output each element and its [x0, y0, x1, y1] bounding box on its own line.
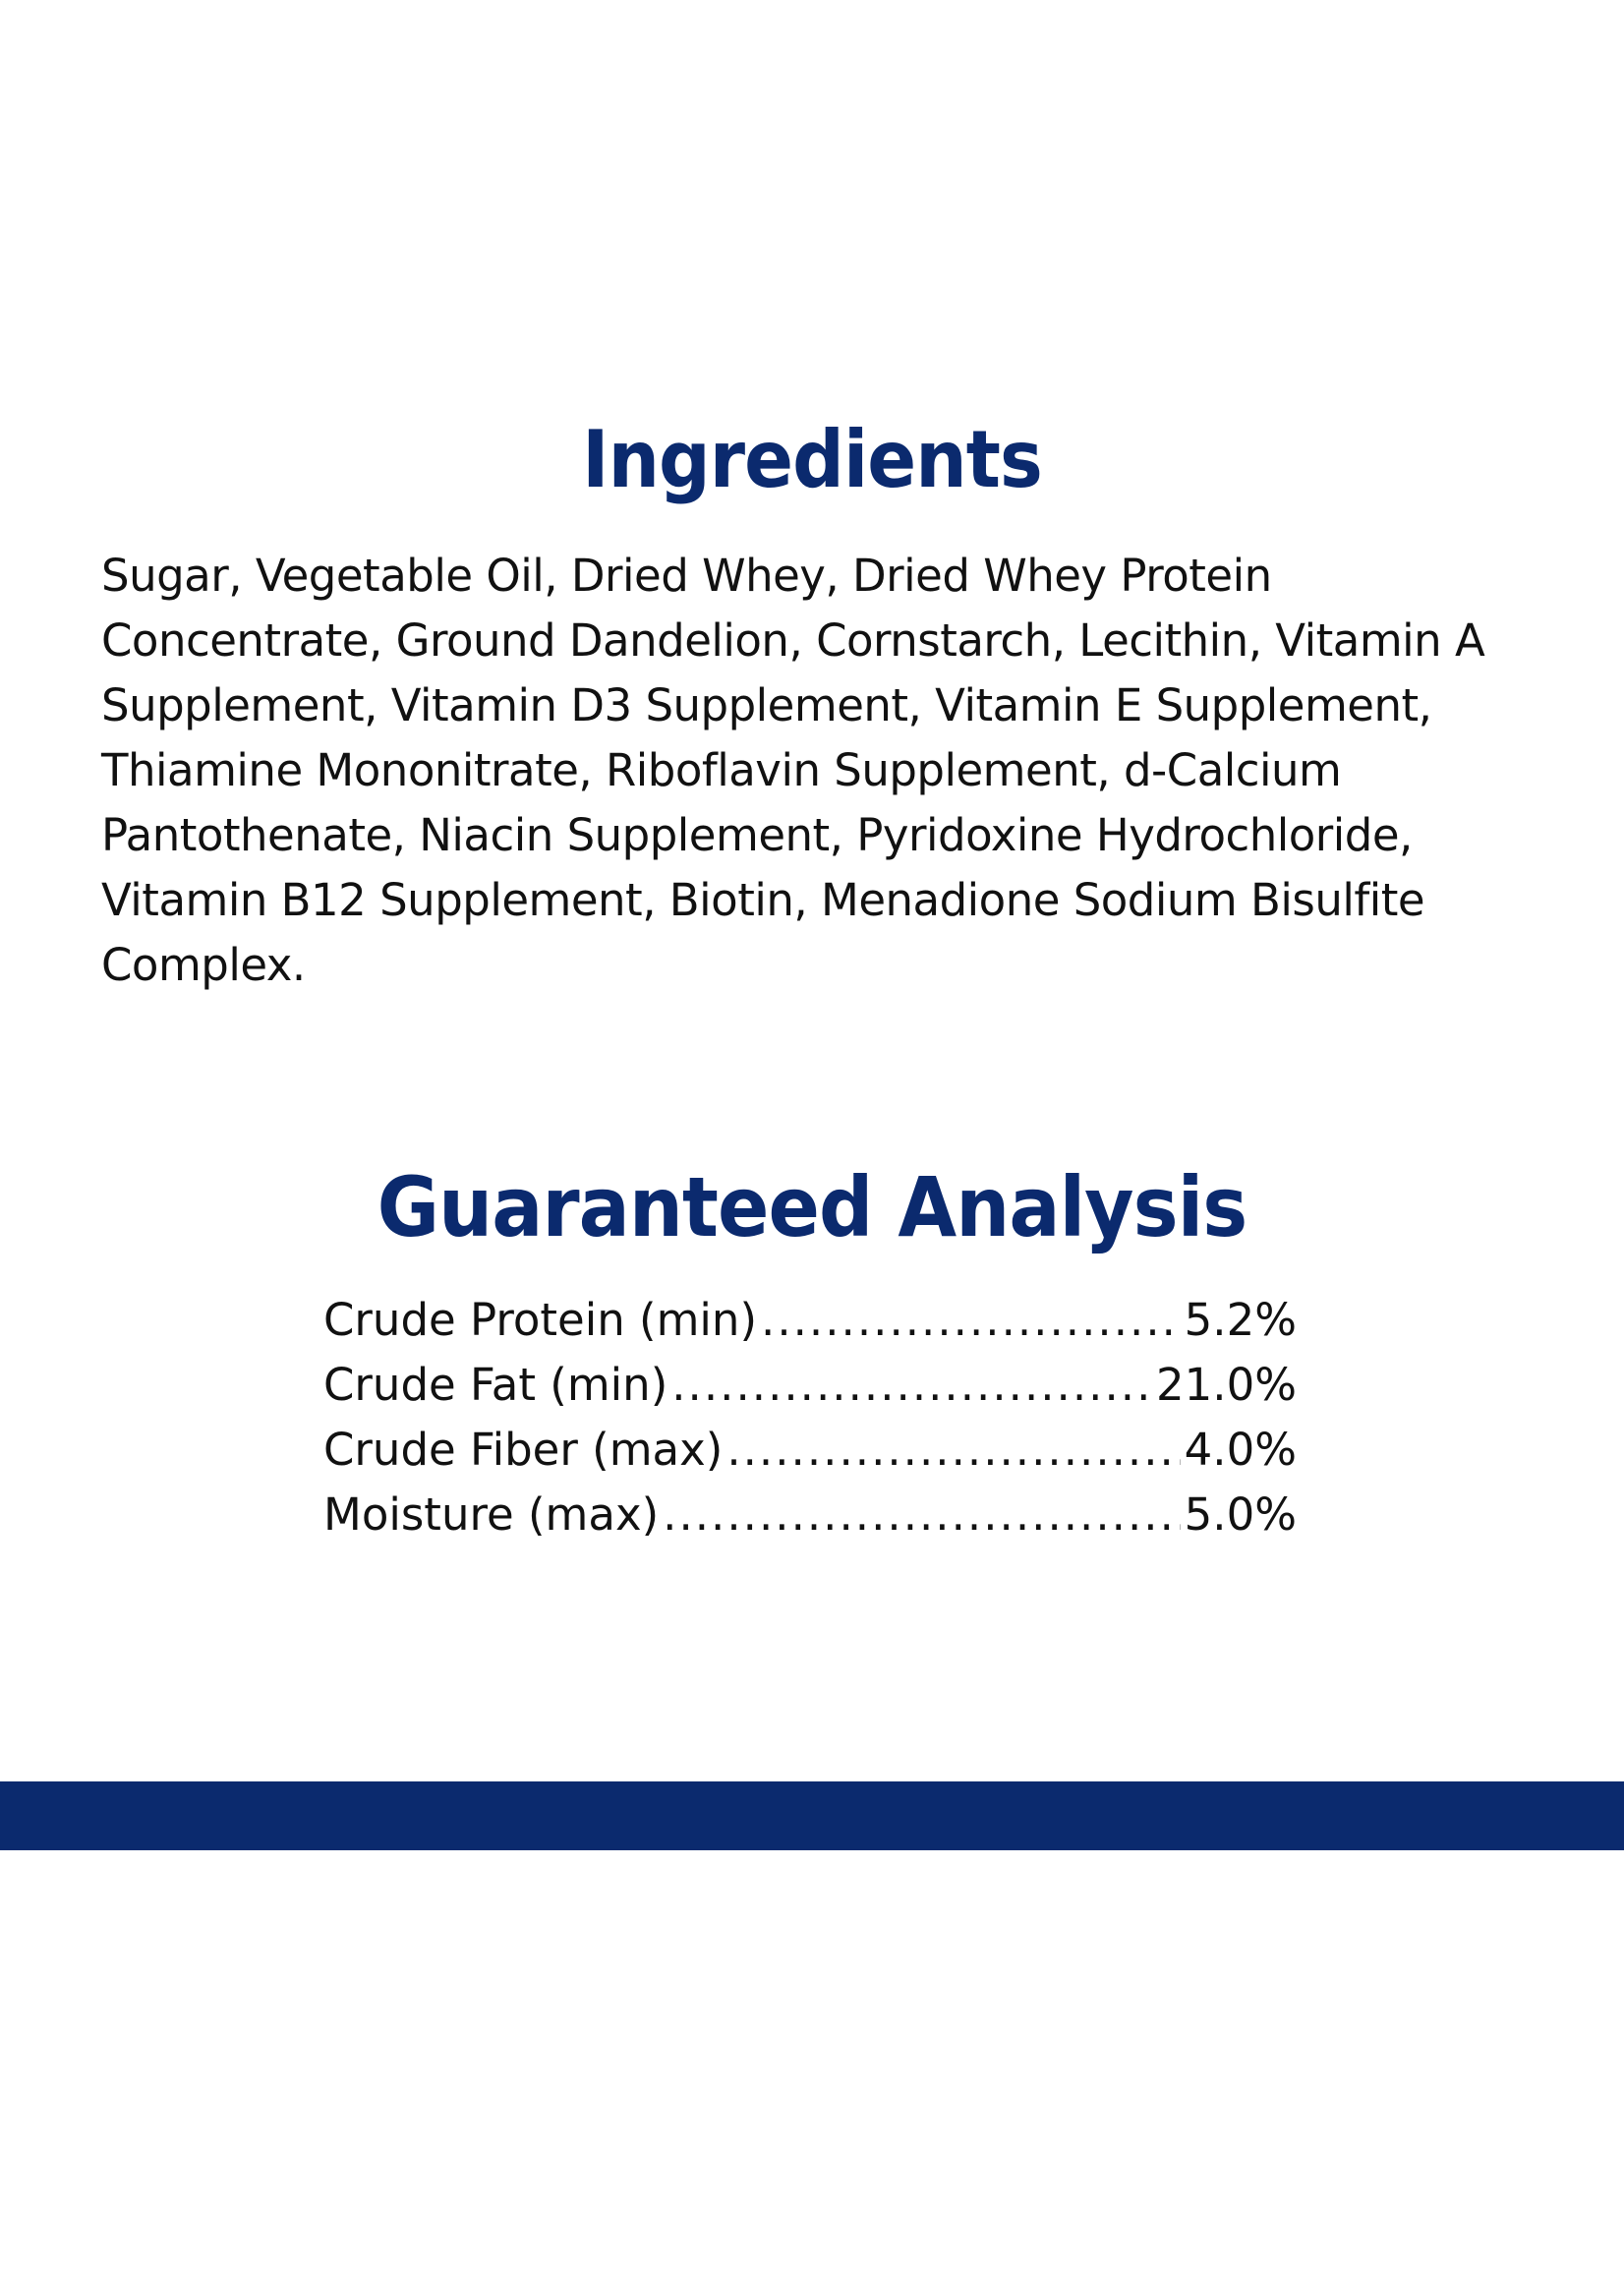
- ingredients-line: Sugar, Vegetable Oil, Dried Whey, Dried Whey Protein: [101, 550, 1272, 602]
- ingredients-line: Pantothenate, Niacin Supplement, Pyridoxine Hydrochloride,: [101, 809, 1413, 861]
- analysis-row-crude-fat: [323, 1353, 1297, 1418]
- guaranteed-analysis-title: Guaranteed Analysis: [377, 1159, 1247, 1255]
- dot-leader: [761, 1288, 1181, 1353]
- dot-leader: [663, 1483, 1181, 1547]
- analysis-row-crude-fiber: [323, 1418, 1297, 1483]
- footer-color-band: [0, 1781, 1624, 1850]
- analysis-value: 21.0%: [1156, 1359, 1297, 1411]
- ingredients-line: Thiamine Mononitrate, Riboflavin Supplement, d-Calcium: [101, 744, 1342, 796]
- ingredients-list: [101, 544, 1537, 998]
- dot-leader: [726, 1418, 1180, 1483]
- ingredients-line: Vitamin B12 Supplement, Biotin, Menadione Sodium Bisulfite: [101, 874, 1425, 926]
- analysis-value: 5.2%: [1184, 1294, 1297, 1346]
- analysis-label: Crude Fat (min): [323, 1359, 668, 1411]
- analysis-row-moisture: [323, 1483, 1297, 1547]
- analysis-value: 4.0%: [1184, 1424, 1297, 1476]
- analysis-label: Moisture (max): [323, 1488, 660, 1541]
- guaranteed-analysis-table: [323, 1288, 1297, 1547]
- analysis-label: Crude Fiber (max): [323, 1424, 724, 1476]
- ingredients-line: Supplement, Vitamin D3 Supplement, Vitamin E Supplement,: [101, 679, 1432, 731]
- analysis-label: Crude Protein (min): [323, 1294, 758, 1346]
- analysis-value: 5.0%: [1184, 1488, 1297, 1541]
- ingredients-line: Concentrate, Ground Dandelion, Cornstarch, Lecithin, Vitamin A: [101, 614, 1485, 667]
- ingredients-line: Complex.: [101, 939, 306, 991]
- dot-leader: [671, 1353, 1152, 1418]
- ingredients-title: Ingredients: [582, 414, 1042, 505]
- analysis-row-crude-protein: [323, 1288, 1297, 1353]
